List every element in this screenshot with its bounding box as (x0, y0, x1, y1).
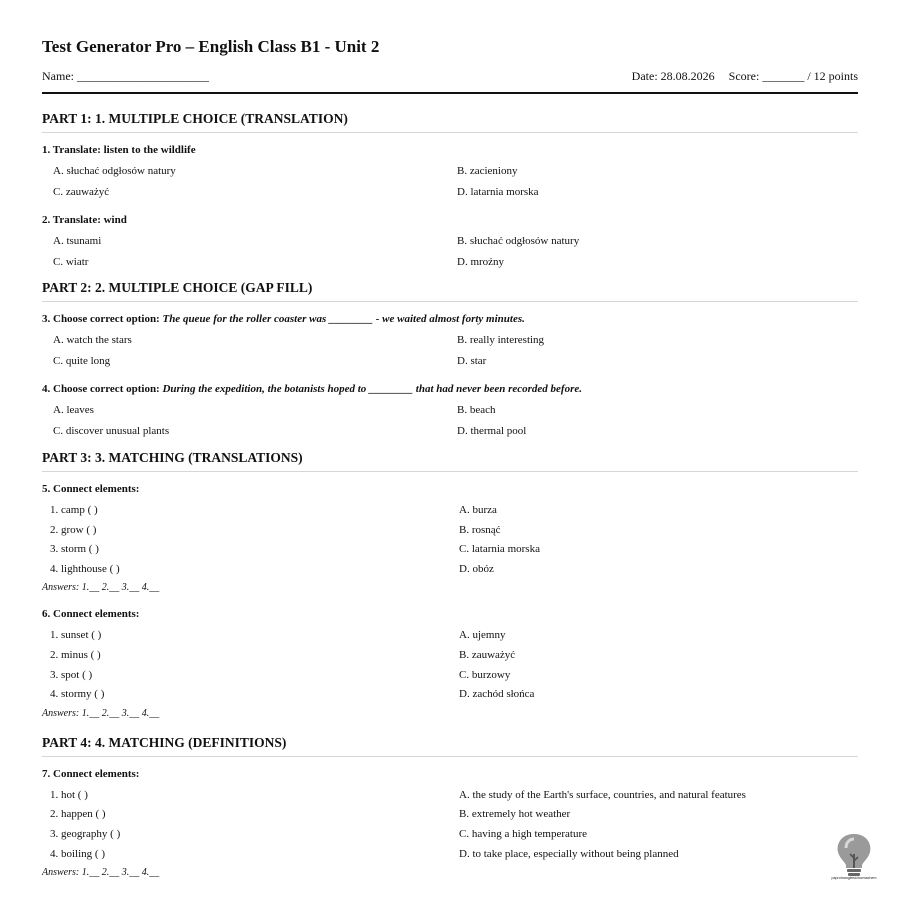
match-left-item[interactable]: 4. lighthouse ( ) (50, 562, 120, 575)
question-6: 6. Connect elements: (42, 608, 140, 621)
option[interactable]: C. discover unusual plants (53, 425, 170, 437)
question-4: 4. Choose correct option: During the expedition, the botanists hoped to ________ that had never been recorded before. (42, 383, 582, 395)
option[interactable]: B. beach (457, 404, 496, 416)
answers-line[interactable]: Answers: 1.__ 2.__ 3.__ 4.__ (42, 707, 160, 719)
match-left-item[interactable]: 3. spot ( ) (50, 668, 93, 681)
part-2 (42, 279, 858, 445)
match-left-item[interactable]: 2. minus ( ) (50, 648, 101, 661)
match-left-item[interactable]: 4. boiling ( ) (50, 847, 105, 860)
part-heading: PART 2: 2. MULTIPLE CHOICE (GAP FILL) (42, 279, 858, 302)
options-q4 (42, 403, 858, 445)
part-4 (42, 734, 858, 879)
match-left-item[interactable]: 4. stormy ( ) (50, 688, 105, 701)
match-left-item[interactable]: 1. camp ( ) (50, 504, 98, 516)
date-field: Date: 28.08.2026 (631, 68, 715, 83)
option[interactable]: D. latarnia morska (457, 186, 539, 198)
match-right-item: B. rosnąć (459, 523, 501, 536)
match-right-item: B. zauważyć (459, 648, 516, 661)
option[interactable]: C. quite long (53, 355, 111, 367)
header-divider (42, 92, 858, 94)
match-right-item: A. ujemny (459, 629, 506, 642)
part-heading: PART 1: 1. MULTIPLE CHOICE (TRANSLATION) (42, 110, 858, 133)
match-right-item: D. zachód słońca (459, 688, 535, 701)
match-right-item: B. extremely hot weather (459, 808, 571, 821)
option[interactable]: D. mroźny (457, 256, 505, 268)
match-left-item[interactable]: 3. geography ( ) (50, 827, 121, 840)
option[interactable]: A. watch the stars (53, 334, 132, 346)
match-right-item: A. the study of the Earth's surface, countries, and natural features (459, 788, 746, 801)
question-5: 5. Connect elements: (42, 483, 140, 495)
options-q1 (42, 164, 858, 206)
name-field: Name: ______________________ (42, 68, 209, 83)
part-1 (42, 110, 858, 276)
score-field: Score: _______ / 12 points (728, 68, 858, 83)
match-right-item: C. latarnia morska (459, 543, 540, 556)
match-right-item: D. to take place, especially without being planned (459, 847, 679, 860)
option[interactable]: B. słuchać odgłosów natury (457, 235, 580, 247)
match-left-item[interactable]: 1. sunset ( ) (50, 629, 102, 642)
match-left-item[interactable]: 3. storm ( ) (50, 543, 99, 556)
matching-q7 (42, 788, 858, 866)
part-heading: PART 4: 4. MATCHING (DEFINITIONS) (42, 734, 858, 757)
match-left-item[interactable]: 2. happen ( ) (50, 808, 106, 821)
option[interactable]: A. słuchać odgłosów natury (53, 165, 176, 177)
match-left-item[interactable]: 2. grow ( ) (50, 523, 97, 536)
option[interactable]: D. thermal pool (457, 425, 527, 437)
option[interactable]: C. wiatr (53, 256, 89, 268)
part-heading: PART 3: 3. MATCHING (TRANSLATIONS) (42, 449, 858, 472)
question-3: 3. Choose correct option: The queue for the roller coaster was ________ - we waited almost forty minutes. (42, 313, 525, 325)
option[interactable]: D. star (457, 355, 487, 367)
option[interactable]: A. tsunami (53, 235, 102, 247)
matching-q6 (42, 628, 858, 706)
option[interactable]: A. leaves (53, 404, 94, 416)
match-right-item: D. obóz (459, 562, 494, 575)
match-right-item: C. burzowy (459, 668, 511, 681)
match-left-item[interactable]: 1. hot ( ) (50, 788, 88, 801)
worksheet (42, 36, 858, 879)
answers-line[interactable]: Answers: 1.__ 2.__ 3.__ 4.__ (42, 582, 160, 594)
page-title: Test Generator Pro – English Class B1 - Unit 2 (42, 37, 380, 56)
option[interactable]: C. zauważyć (53, 186, 110, 198)
logo-text: paprotnangielskirozmachem (831, 876, 877, 880)
answers-line[interactable]: Answers: 1.__ 2.__ 3.__ 4.__ (42, 867, 160, 879)
question-1: 1. Translate: listen to the wildlife (42, 144, 196, 156)
question-2: 2. Translate: wind (42, 214, 127, 226)
part-3 (42, 449, 858, 720)
matching-q5 (42, 503, 858, 581)
header-fields (42, 68, 858, 84)
options-q2 (42, 234, 858, 276)
match-right-item: A. burza (459, 504, 497, 516)
options-q3 (42, 333, 858, 375)
option[interactable]: B. zacieniony (457, 165, 518, 177)
match-right-item: C. having a high temperature (459, 827, 587, 840)
question-7: 7. Connect elements: (42, 767, 140, 780)
option[interactable]: B. really interesting (457, 334, 545, 346)
